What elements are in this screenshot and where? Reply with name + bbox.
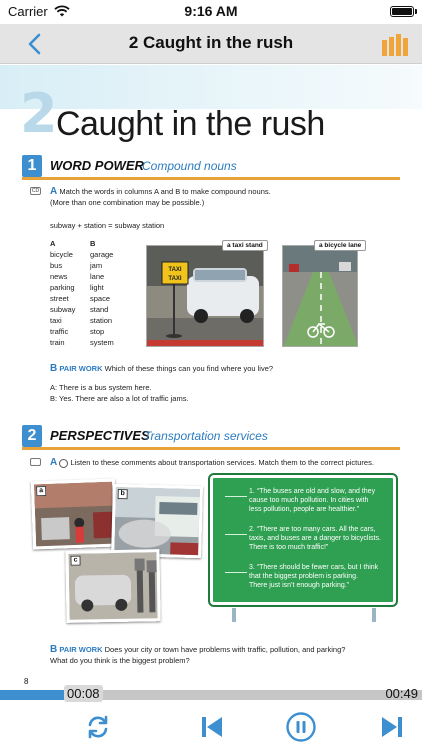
comment-1 bbox=[249, 488, 422, 514]
nav-bar bbox=[0, 24, 422, 64]
chapters-menu-icon[interactable] bbox=[382, 34, 408, 56]
comment-2-line: taxis, and buses are a danger to bicyclists. bbox=[249, 534, 381, 542]
textbook-page bbox=[0, 65, 422, 685]
column-b-item: garage bbox=[90, 250, 114, 259]
exercise-label-a: A bbox=[50, 186, 58, 197]
comment-1-line: less pollution, people are healthier.” bbox=[249, 505, 360, 513]
carrier-label: Carrier bbox=[8, 4, 48, 19]
dialog-line-b: B: Yes. There are also a lot of traffic jams. bbox=[50, 394, 189, 403]
page-header-band bbox=[0, 65, 422, 109]
battery-tip bbox=[415, 9, 417, 14]
photo-caption-bicycle-lane: a bicycle lane bbox=[314, 240, 366, 251]
column-b-item: lane bbox=[90, 272, 105, 281]
section-number-badge: 2 bbox=[22, 425, 42, 447]
unit-number: 2 bbox=[20, 82, 58, 145]
column-a-item: train bbox=[50, 338, 65, 347]
section-title: PERSPECTIVES bbox=[50, 428, 150, 443]
photo-label-b: b bbox=[118, 489, 128, 499]
column-a-item: taxi bbox=[50, 316, 62, 325]
exercise-label-b: B bbox=[50, 363, 58, 374]
exercise-1a-line2: (More than one combination may be possible.) bbox=[50, 198, 205, 207]
collage-photo-a bbox=[31, 479, 117, 550]
current-time: 00:08 bbox=[64, 685, 103, 702]
comment-3-line: 3. “There should be fewer cars, but I think bbox=[249, 564, 379, 571]
photo-a-illustration bbox=[34, 481, 117, 549]
comment-2 bbox=[249, 526, 422, 552]
comment-3-line: There just isn’t enough parking.” bbox=[249, 581, 349, 589]
collage-photo-c bbox=[65, 549, 160, 623]
column-a-item: street bbox=[50, 294, 69, 303]
audio-player bbox=[0, 685, 422, 750]
column-a bbox=[50, 238, 75, 348]
column-b-item: stop bbox=[90, 327, 105, 336]
pair-work-label: PAIR WORK bbox=[59, 364, 103, 373]
photo-label-c: c bbox=[70, 556, 80, 566]
pair-work-label: PAIR WORK bbox=[59, 645, 103, 654]
answer-blank bbox=[225, 534, 247, 535]
example-text: subway + station = subway station bbox=[50, 221, 165, 230]
pause-icon[interactable] bbox=[285, 711, 317, 743]
column-b-item: system bbox=[90, 338, 114, 347]
section-2-heading bbox=[22, 425, 400, 447]
exercise-1a-line1: Match the words in columns A and B to make compound nouns. bbox=[59, 187, 271, 196]
photo-label-a: a bbox=[36, 486, 46, 496]
exercise-2a-text bbox=[50, 456, 374, 469]
column-a-item: parking bbox=[50, 283, 75, 292]
battery-icon bbox=[390, 6, 414, 17]
taxi-stand-illustration bbox=[147, 246, 264, 347]
unit-title: Caught in the rush bbox=[56, 105, 325, 143]
comment-2-line: There is too much traffic!” bbox=[249, 543, 329, 551]
section-subtitle: Transportation services bbox=[144, 429, 268, 443]
section-1-heading bbox=[22, 155, 400, 177]
cd-icon bbox=[59, 459, 68, 468]
comment-1-line: cause too much pollution. In cities with bbox=[249, 496, 369, 504]
exercise-2a-instruction: Listen to these comments about transportation services. Match them to the correct pictures. bbox=[70, 458, 374, 467]
exercise-1a-text bbox=[50, 185, 271, 208]
column-a-item: news bbox=[50, 272, 68, 281]
section-rule bbox=[22, 447, 400, 450]
taxi-stand-photo bbox=[146, 245, 264, 347]
column-b bbox=[90, 238, 114, 348]
exercise-2b-line2: What do you think is the biggest problem? bbox=[50, 656, 190, 665]
exercise-2b-line1: Does your city or town have problems with traffic, pollution, and parking? bbox=[104, 645, 346, 654]
taxi-sign-bottom: TAXI bbox=[168, 276, 182, 282]
exercise-2b-text bbox=[50, 643, 345, 666]
repeat-icon[interactable] bbox=[84, 713, 112, 741]
dialog-line-a: A: There is a bus system here. bbox=[50, 383, 152, 392]
comment-3-line: that the biggest problem is parking. bbox=[249, 572, 358, 580]
answer-blank bbox=[225, 496, 247, 497]
progress-fill bbox=[0, 690, 69, 700]
column-a-head: A bbox=[50, 239, 56, 248]
photo-caption-taxi-stand: a taxi stand bbox=[222, 240, 268, 251]
page-number: 8 bbox=[24, 677, 29, 685]
sign-post-right bbox=[372, 608, 376, 622]
skip-back-icon[interactable] bbox=[198, 713, 226, 741]
comments-sign bbox=[210, 475, 396, 605]
section-subtitle: Compound nouns bbox=[142, 159, 237, 173]
exercise-label-b: B bbox=[50, 644, 58, 655]
duration: 00:49 bbox=[385, 686, 418, 701]
section-title: WORD POWER bbox=[50, 158, 144, 173]
answer-blank bbox=[225, 572, 247, 573]
column-b-item: jam bbox=[90, 261, 103, 270]
column-b-item: light bbox=[90, 283, 104, 292]
column-b-head: B bbox=[90, 239, 96, 248]
column-a-item: subway bbox=[50, 305, 76, 314]
column-b-item: station bbox=[90, 316, 113, 325]
audio-icon: CD bbox=[31, 188, 40, 194]
comment-2-line: 2. “There are too many cars. All the cars, bbox=[249, 526, 376, 533]
column-a-item: traffic bbox=[50, 327, 69, 336]
audio-icon bbox=[30, 458, 41, 466]
section-number-badge: 1 bbox=[22, 155, 42, 177]
clock: 9:16 AM bbox=[184, 3, 238, 19]
sign-post-left bbox=[232, 608, 236, 622]
column-a-item: bus bbox=[50, 261, 63, 270]
comment-1-line: 1. “The buses are old and slow, and they bbox=[249, 488, 376, 495]
exercise-label-a: A bbox=[50, 457, 58, 468]
exercise-1b-text bbox=[50, 362, 273, 375]
comment-3 bbox=[249, 564, 422, 590]
taxi-sign-top: TAXI bbox=[168, 267, 182, 273]
photo-c-illustration bbox=[68, 552, 160, 623]
back-chevron-icon[interactable] bbox=[24, 32, 48, 56]
bicycle-lane-illustration bbox=[283, 246, 358, 347]
column-b-item: space bbox=[90, 294, 111, 303]
skip-forward-icon[interactable] bbox=[378, 713, 406, 741]
collage-photo-b bbox=[111, 484, 203, 558]
column-b-item: stand bbox=[90, 305, 109, 314]
bicycle-lane-photo bbox=[282, 245, 358, 347]
status-bar bbox=[0, 0, 422, 24]
page-title: 2 Caught in the rush bbox=[128, 33, 294, 52]
exercise-1b-question: Which of these things can you find where you live? bbox=[104, 364, 274, 373]
column-a-item: bicycle bbox=[50, 250, 73, 259]
section-rule bbox=[22, 177, 400, 180]
